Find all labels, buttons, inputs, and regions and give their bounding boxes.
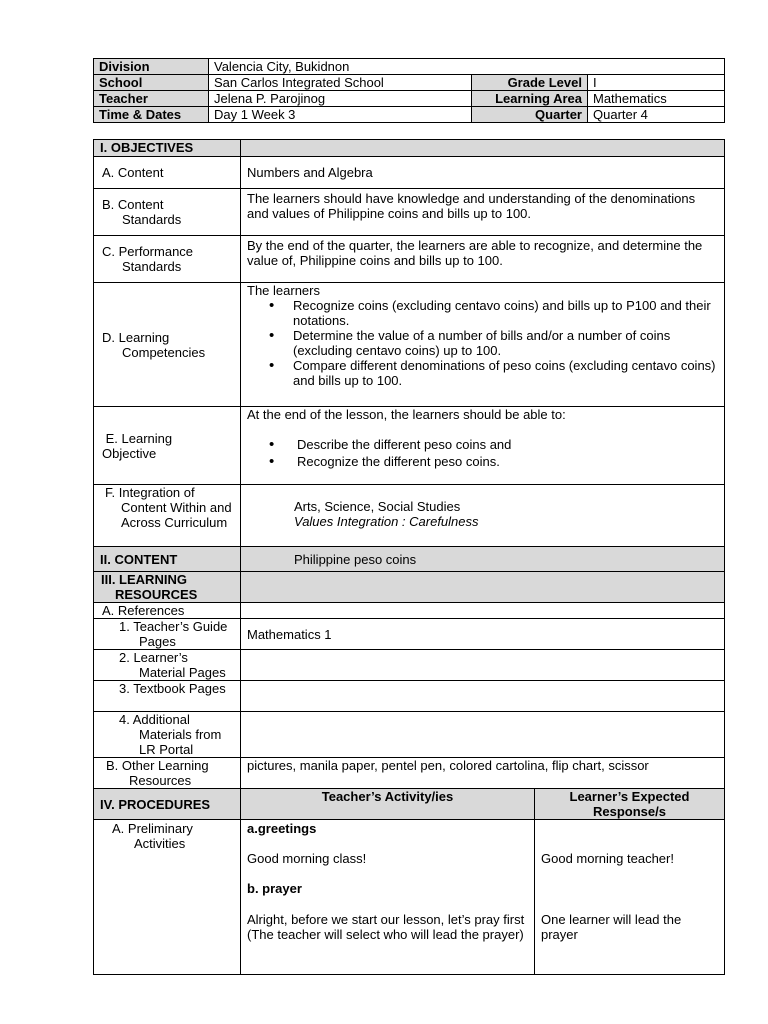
prayer-title: b. prayer <box>247 881 302 896</box>
content-value: Numbers and Algebra <box>241 157 725 189</box>
time-dates-value: Day 1 Week 3 <box>209 107 472 123</box>
competencies-list <box>247 298 718 388</box>
learning-competencies-label: D. Learning Competencies <box>94 283 241 407</box>
other-resources-label: B. Other Learning Resources <box>94 758 241 789</box>
performance-standards-value: By the end of the quarter, the learners are able to recognize, and determine the value of, Philippine coins and bills up to 100. <box>241 236 725 283</box>
learning-objective-value: At the end of the lesson, the learners should be able to: • Describe the different peso coins and • Recognize the different peso coins. <box>241 407 725 485</box>
list-item: • Compare different denominations of peso coins (excluding centavo coins) and bills up to 100. <box>247 358 718 388</box>
content-heading: II. CONTENT <box>94 547 241 572</box>
integration-value: Arts, Science, Social Studies Values Integration : Carefulness <box>241 485 725 547</box>
references-value <box>241 603 725 619</box>
teachers-guide-label: 1. Teacher’s Guide Pages <box>94 619 241 650</box>
learning-objective-label: E. Learning Objective <box>94 407 241 485</box>
greetings-title: a.greetings <box>247 821 317 836</box>
division-value: Valencia City, Bukidnon <box>209 59 725 75</box>
textbook-value <box>241 681 725 712</box>
prayer-teacher: Alright, before we start our lesson, let’s pray first (The teacher will select who will lead the prayer) <box>247 912 525 942</box>
teachers-guide-value: Mathematics 1 <box>241 619 725 650</box>
lesson-plan-table <box>93 139 725 975</box>
additional-materials-label: 4. Additional Materials from LR Portal <box>94 712 241 758</box>
preliminary-activities-label: A. Preliminary Activities <box>94 820 241 975</box>
learning-area-label: Learning Area <box>472 91 588 107</box>
content-heading-value: Philippine peso coins <box>241 547 725 572</box>
list-item: • Recognize the different peso coins. <box>247 454 718 469</box>
content-standards-label: B. Content Standards <box>94 189 241 236</box>
prayer-learner: One learner will lead the prayer <box>541 912 682 942</box>
integration-label: F. Integration of Content Within and Across Curriculum <box>94 485 241 547</box>
learner-response-heading: Learner’s Expected Response/s <box>535 789 725 820</box>
learning-area-value: Mathematics <box>588 91 725 107</box>
textbook-label: 3. Textbook Pages <box>94 681 241 712</box>
procedures-heading: IV. PROCEDURES <box>94 789 241 820</box>
greetings-learner: Good morning teacher! <box>541 851 674 866</box>
list-item: • Determine the value of a number of bills and/or a number of coins (excluding centavo coins) up to 100. <box>247 328 718 358</box>
quarter-value: Quarter 4 <box>588 107 725 123</box>
content-standards-value: The learners should have knowledge and understanding of the denominations and values of Philippine coins and bills up to 100. <box>241 189 725 236</box>
additional-materials-value <box>241 712 725 758</box>
quarter-label: Quarter <box>472 107 588 123</box>
references-label: A. References <box>94 603 241 619</box>
performance-standards-label: C. Performance Standards <box>94 236 241 283</box>
teacher-activity-heading: Teacher’s Activity/ies <box>241 789 535 820</box>
school-label: School <box>94 75 209 91</box>
header-table <box>93 58 725 123</box>
learner-responses-cell <box>535 820 725 975</box>
learners-material-label: 2. Learner’s Material Pages <box>94 650 241 681</box>
time-dates-label: Time & Dates <box>94 107 209 123</box>
objectives-heading: I. OBJECTIVES <box>94 140 241 157</box>
list-item: • Recognize coins (excluding centavo coins) and bills up to P100 and their notations. <box>247 298 718 328</box>
learners-material-value <box>241 650 725 681</box>
learning-resources-heading: III. LEARNING RESOURCES <box>94 572 241 603</box>
learning-competencies-value: The learners • Recognize coins (excluding centavo coins) and bills up to P100 and their notations. • Determine the value of a number of bills and/or a number of coins (excluding centavo coins) up to 100. • Compare different denominations of peso coins (excluding centavo coins) and bills up to 100. <box>241 283 725 407</box>
content-label: A. Content <box>94 157 241 189</box>
teacher-label: Teacher <box>94 91 209 107</box>
teacher-value: Jelena P. Parojinog <box>209 91 472 107</box>
objectives-heading-blank <box>241 140 725 157</box>
grade-level-label: Grade Level <box>472 75 588 91</box>
school-value: San Carlos Integrated School <box>209 75 472 91</box>
list-item: • Describe the different peso coins and <box>247 437 718 452</box>
greetings-teacher: Good morning class! <box>247 851 367 866</box>
teacher-activities-cell <box>241 820 535 975</box>
learning-resources-heading-blank <box>241 572 725 603</box>
objective-list <box>247 437 718 469</box>
other-resources-value: pictures, manila paper, pentel pen, colored cartolina, flip chart, scissor <box>241 758 725 789</box>
division-label: Division <box>94 59 209 75</box>
grade-level-value: I <box>588 75 725 91</box>
